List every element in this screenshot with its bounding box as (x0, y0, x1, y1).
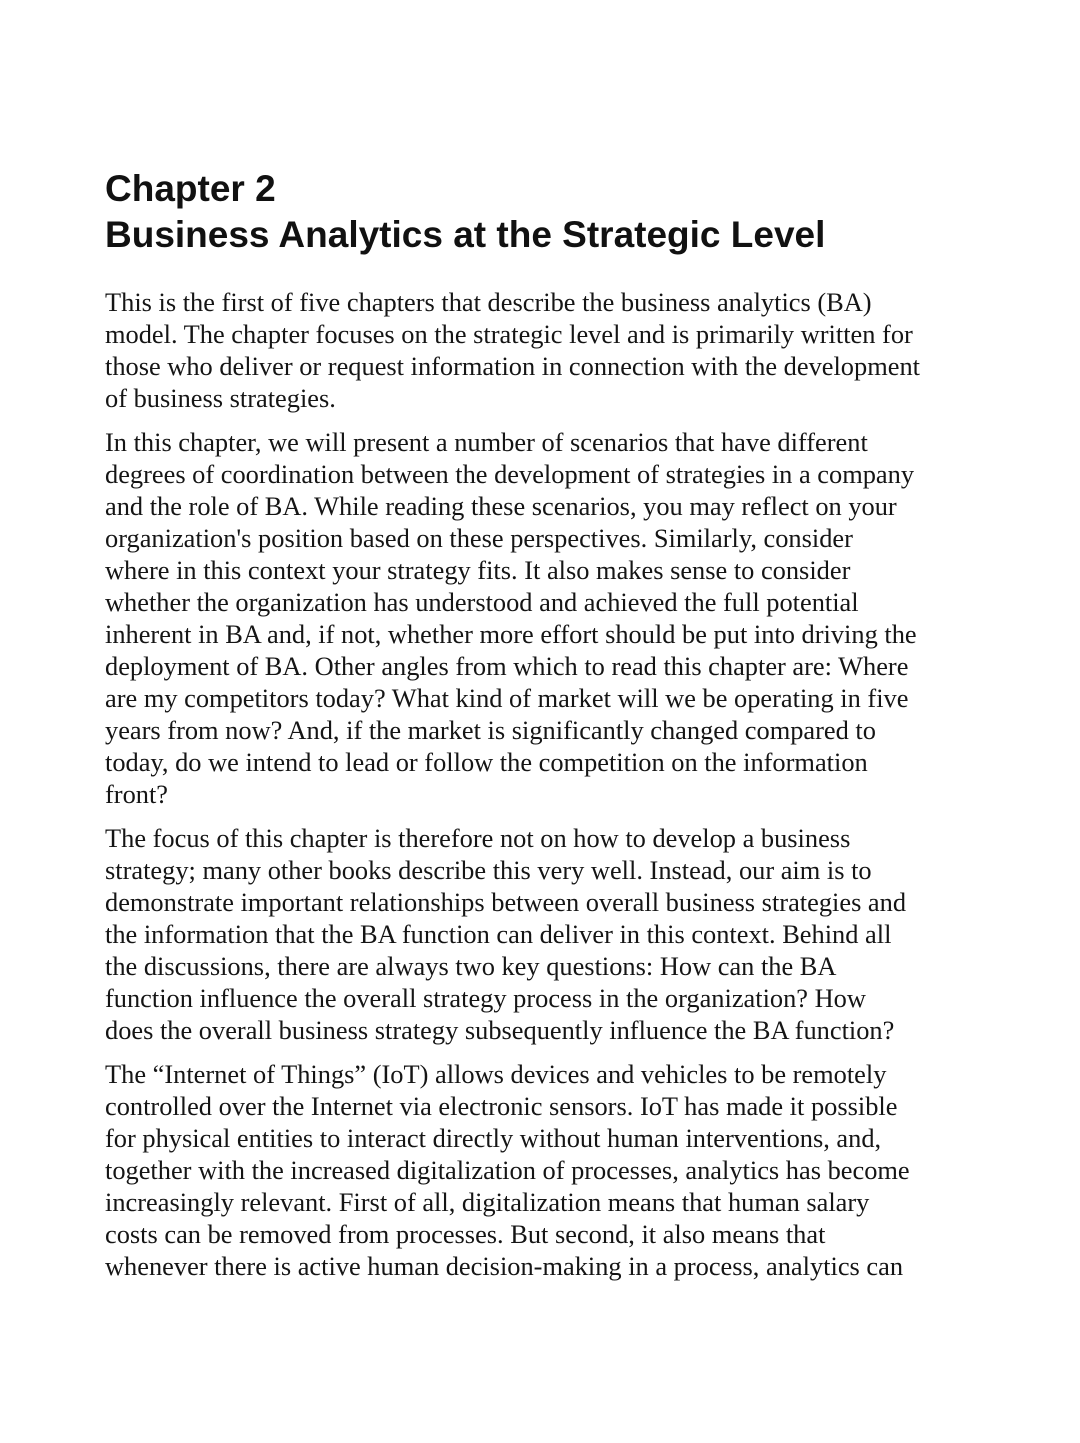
text-line: where in this context your strategy fits. It also makes sense to consider (105, 555, 851, 585)
text-line: degrees of coordination between the development of strategies in a company (105, 459, 915, 489)
paragraph-3 (105, 822, 975, 1046)
text-line: In this chapter, we will present a number of scenarios that have different (105, 427, 868, 457)
text-line: The “Internet of Things” (IoT) allows devices and vehicles to be remotely (105, 1059, 887, 1089)
text-line: of business strategies. (105, 383, 336, 413)
paragraph-2 (105, 426, 975, 810)
text-line: for physical entities to interact directly without human interventions, and, (105, 1123, 882, 1153)
text-line: whether the organization has understood and achieved the full potential (105, 587, 859, 617)
text-line: years from now? And, if the market is significantly changed compared to (105, 715, 876, 745)
text-line: deployment of BA. Other angles from which to read this chapter are: Where (105, 651, 909, 681)
text-line: are my competitors today? What kind of market will we be operating in five (105, 683, 909, 713)
text-line: This is the first of five chapters that describe the business analytics (BA) (105, 287, 872, 317)
text-line: increasingly relevant. First of all, digitalization means that human salary (105, 1187, 870, 1217)
chapter-title: Business Analytics at the Strategic Level (105, 214, 826, 255)
chapter-heading (105, 166, 975, 258)
text-line: organization's position based on these perspectives. Similarly, consider (105, 523, 853, 553)
text-line: front? (105, 779, 169, 809)
text-line: and the role of BA. While reading these scenarios, you may reflect on your (105, 491, 897, 521)
text-line: function influence the overall strategy process in the organization? How (105, 983, 866, 1013)
paragraph-1 (105, 286, 975, 414)
paragraph-4 (105, 1058, 975, 1282)
text-line: controlled over the Internet via electronic sensors. IoT has made it possible (105, 1091, 898, 1121)
text-line: together with the increased digitalization of processes, analytics has become (105, 1155, 910, 1185)
text-line: today, do we intend to lead or follow the competition on the information (105, 747, 868, 777)
chapter-number: Chapter 2 (105, 168, 276, 209)
text-line: whenever there is active human decision-making in a process, analytics can (105, 1251, 904, 1281)
text-line: costs can be removed from processes. But second, it also means that (105, 1219, 826, 1249)
text-line: strategy; many other books describe this very well. Instead, our aim is to (105, 855, 872, 885)
text-line: demonstrate important relationships between overall business strategies and (105, 887, 907, 917)
text-line: The focus of this chapter is therefore not on how to develop a business (105, 823, 851, 853)
text-line: inherent in BA and, if not, whether more effort should be put into driving the (105, 619, 917, 649)
text-line: the information that the BA function can deliver in this context. Behind all (105, 919, 892, 949)
text-line: does the overall business strategy subsequently influence the BA function? (105, 1015, 895, 1045)
text-line: model. The chapter focuses on the strategic level and is primarily written for (105, 319, 913, 349)
text-line: those who deliver or request information in connection with the development (105, 351, 920, 381)
body-text (105, 286, 975, 1282)
text-line: the discussions, there are always two key questions: How can the BA (105, 951, 837, 981)
page-content (105, 166, 975, 1294)
